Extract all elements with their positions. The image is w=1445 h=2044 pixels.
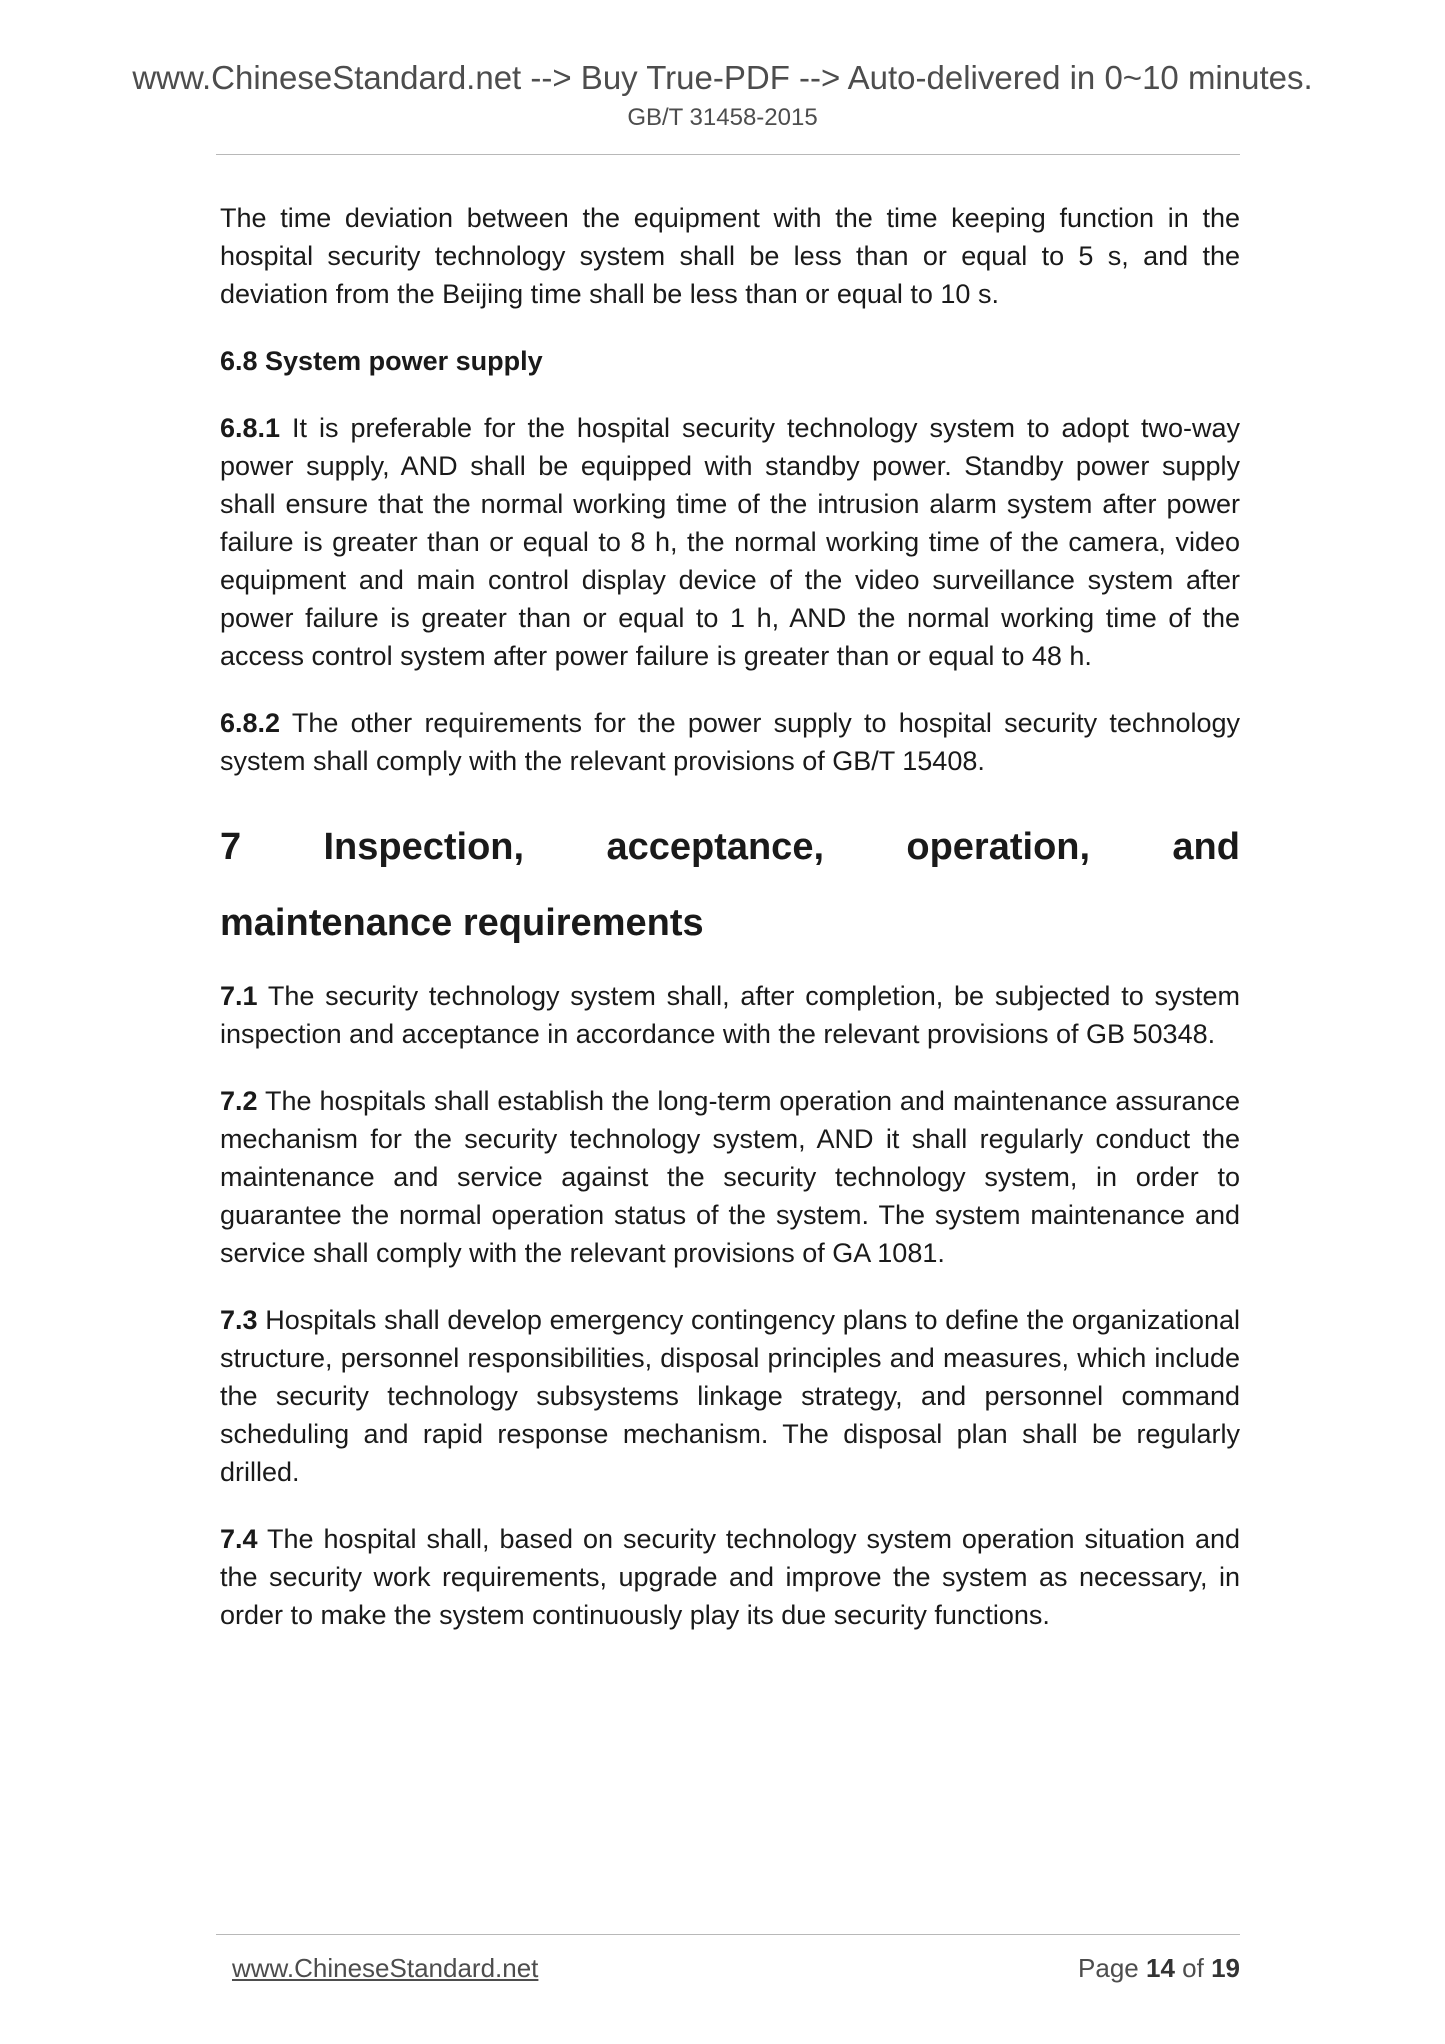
clause-number: 6.8.2: [220, 708, 281, 738]
header-divider: [216, 154, 1240, 155]
page-label: Page: [1078, 1953, 1139, 1983]
heading-word: 7: [220, 826, 242, 868]
clause-text: The hospitals shall establish the long-term operation and maintenance assurance mechanism for the security technology system, AND it shall regularly conduct the maintenance and service against the security technology system, in order to guarantee the normal operation status of the system. The system maintenance and service shall comply with the relevant provisions of GA 1081.: [220, 1086, 1240, 1268]
clause-text: The other requirements for the power supply to hospital security technology system shall comply with the relevant provisions of GB/T 15408.: [220, 708, 1240, 776]
document-code: GB/T 31458-2015: [627, 104, 818, 131]
section-6-8-heading: 6.8 System power supply: [220, 346, 543, 376]
clause-number: 7.3: [220, 1305, 258, 1335]
clause-number: 7.1: [220, 981, 258, 1011]
clause-7-2: [220, 1082, 1240, 1272]
clause-7-3: [220, 1301, 1240, 1491]
clause-number: 7.2: [220, 1086, 258, 1116]
heading-word: Inspection,: [323, 826, 525, 868]
heading-word: acceptance,: [606, 826, 825, 868]
clause-6-8-2: [220, 704, 1240, 780]
heading-word: and: [1172, 826, 1240, 868]
clause-7-4: [220, 1520, 1240, 1634]
clause-text: It is preferable for the hospital security technology system to adopt two-way power supply, AND shall be equipped with standby power. Standby power supply shall ensure that the normal working time of the intrusion alarm system after power failure is greater than or equal to 8 h, the normal working time of the camera, video equipment and main control display device of the video surveillance system after power failure is greater than or equal to 1 h, AND the normal working time of the access control system after power failure is greater than or equal to 48 h.: [220, 413, 1240, 671]
page-content: [220, 199, 1240, 1634]
footer-divider: [216, 1934, 1240, 1935]
clause-6-8-1: [220, 409, 1240, 675]
section-7-heading: [220, 823, 1240, 871]
heading-word: operation,: [906, 826, 1091, 868]
clause-number: 7.4: [220, 1524, 258, 1554]
clause-7-1: [220, 977, 1240, 1053]
top-banner: www.ChineseStandard.net --> Buy True-PDF --> Auto-delivered in 0~10 minutes.: [132, 59, 1313, 96]
page-of: of: [1182, 1953, 1204, 1983]
clause-text: Hospitals shall develop emergency contingency plans to define the organizational structure, personnel responsibilities, disposal principles and measures, which include the security technology subsystems linkage strategy, and personnel command scheduling and rapid response mechanism. The disposal plan shall be regularly drilled.: [220, 1305, 1240, 1487]
intro-paragraph: The time deviation between the equipment with the time keeping function in the hospital security technology system shall be less than or equal to 5 s, and the deviation from the Beijing time shall be less than or equal to 10 s.: [220, 203, 1240, 309]
footer-site-link[interactable]: www.ChineseStandard.net: [232, 1953, 539, 1983]
page-current: 14: [1146, 1953, 1175, 1983]
clause-text: The hospital shall, based on security technology system operation situation and the security work requirements, upgrade and improve the system as necessary, in order to make the system continuously play its due security functions.: [220, 1524, 1240, 1630]
page-number: [1078, 1952, 1240, 1984]
clause-text: The security technology system shall, after completion, be subjected to system inspection and acceptance in accordance with the relevant provisions of GB 50348.: [220, 981, 1240, 1049]
page-total: 19: [1211, 1953, 1240, 1983]
section-7-heading-continued: maintenance requirements: [220, 902, 704, 944]
clause-number: 6.8.1: [220, 413, 281, 443]
